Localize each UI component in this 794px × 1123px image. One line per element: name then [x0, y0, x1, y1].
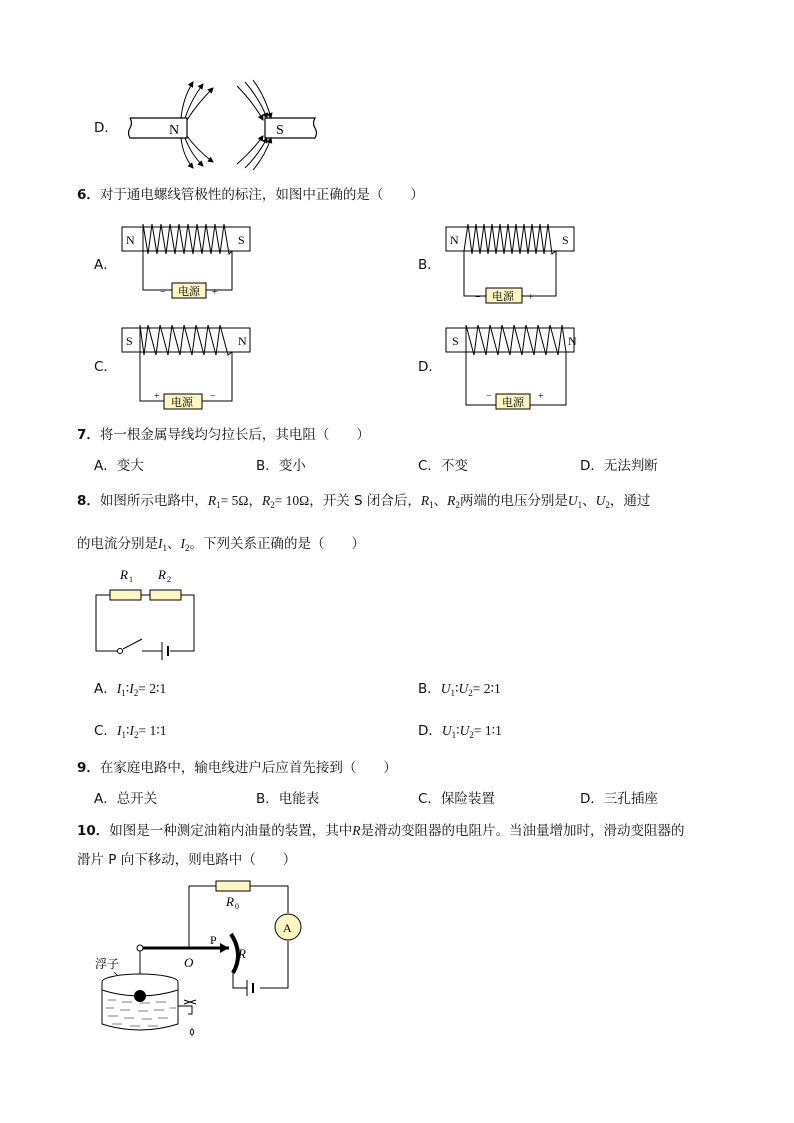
slider-p-label: P: [210, 933, 217, 947]
option-c[interactable]: C．$I_1∶I_2=$ 1∶1: [94, 723, 167, 740]
series-circuit-figure: [90, 565, 202, 665]
svg-text:−: −: [160, 287, 166, 298]
question-stem: 在家庭电路中，输电线进户后应首先接到（ ）: [99, 760, 397, 776]
ammeter-label: A: [283, 921, 292, 935]
svg-text:电源: 电源: [171, 397, 193, 409]
option-d[interactable]: D．无法判断: [580, 458, 658, 474]
svg-text:N: N: [238, 334, 247, 348]
svg-text:0: 0: [235, 902, 239, 911]
r1-label: R: [120, 567, 128, 582]
solenoid-figure-c: [118, 325, 258, 415]
svg-text:+: +: [212, 287, 218, 298]
question-8-line2: 的电流分别是$I_1$、$I_2$。下列关系正确的是（ ）: [77, 536, 365, 553]
question-8-line1: 8．如图所示电路中，$R_1= 5\Omega$，$R_2= 10\Omega$，开关 S 闭合后，$R_1$、$R_2$两端的电压分别是$U_1$、$U_2$，通过: [77, 493, 651, 510]
pole-left: N: [126, 233, 135, 247]
solenoid-figure-a: [118, 224, 258, 310]
option-a[interactable]: A．总开关: [94, 791, 158, 807]
option-a[interactable]: A．变大: [94, 458, 144, 474]
float-label: 浮子: [95, 957, 120, 971]
option-d-label[interactable]: D．: [418, 359, 442, 375]
svg-text:2: 2: [167, 575, 171, 584]
r0-label: R: [226, 894, 234, 909]
r2-label: R: [158, 567, 166, 582]
svg-text:S: S: [562, 233, 569, 247]
svg-text:1: 1: [129, 575, 133, 584]
question-10-line1: 10．如图是一种测定油箱内油量的装置，其中R是滑动变阻器的电阻片。当油量增加时，滑动变阻器的: [77, 823, 685, 839]
option-d-label[interactable]: D．: [94, 120, 118, 136]
option-d[interactable]: D．三孔插座: [580, 791, 658, 807]
rheostat-r-label: R: [238, 946, 246, 961]
option-b[interactable]: B．变小: [256, 458, 306, 474]
svg-text:+: +: [538, 391, 544, 402]
option-c[interactable]: C．不变: [418, 458, 468, 474]
oil-gauge-figure: [92, 876, 312, 1042]
svg-text:+: +: [528, 292, 534, 303]
solenoid-figure-b: [442, 224, 582, 310]
pole-right: S: [238, 233, 245, 247]
solenoid-figure-d: [442, 325, 582, 415]
question-6: 6．对于通电螺线管极性的标注，如图中正确的是（ ）: [77, 187, 424, 203]
svg-text:N: N: [450, 233, 459, 247]
question-7: 7．将一根金属导线均匀拉长后，其电阻（ ）: [77, 427, 370, 443]
question-number: 6: [77, 187, 87, 203]
svg-text:+: +: [154, 391, 160, 402]
power-source-label: 电源: [178, 286, 200, 298]
option-c[interactable]: C．保险装置: [418, 791, 495, 807]
svg-text:−: −: [210, 391, 216, 402]
option-a[interactable]: A．$I_1∶I_2=$ 2∶1: [94, 681, 167, 698]
svg-text:−: −: [486, 391, 492, 402]
pivot-o-label: O: [184, 955, 194, 970]
question-9: 9．在家庭电路中，输电线进户后应首先接到（ ）: [77, 760, 397, 776]
svg-text:电源: 电源: [502, 397, 524, 409]
magnet-s-label: S: [276, 123, 284, 138]
magnet-n-label: N: [169, 123, 180, 138]
svg-text:S: S: [452, 334, 459, 348]
question-stem: 对于通电螺线管极性的标注，如图中正确的是（ ）: [99, 187, 424, 203]
option-b[interactable]: B．电能表: [256, 791, 320, 807]
option-d[interactable]: D．$U_1∶U_2=$ 1∶1: [418, 723, 502, 740]
question-stem: 将一根金属导线均匀拉长后，其电阻（ ）: [99, 427, 370, 443]
option-c-label[interactable]: C．: [94, 359, 117, 375]
option-b[interactable]: B．$U_1∶U_2=$ 2∶1: [418, 681, 501, 698]
svg-text:−: −: [475, 292, 481, 303]
svg-text:电源: 电源: [492, 291, 514, 303]
magnet-field-figure: [125, 78, 325, 170]
svg-text:S: S: [126, 334, 133, 348]
question-10-line2: 滑片 P 向下移动，则电路中（ ）: [77, 852, 297, 868]
svg-text:N: N: [568, 334, 577, 348]
option-a-label[interactable]: A．: [94, 257, 117, 273]
option-b-label[interactable]: B．: [418, 257, 441, 273]
